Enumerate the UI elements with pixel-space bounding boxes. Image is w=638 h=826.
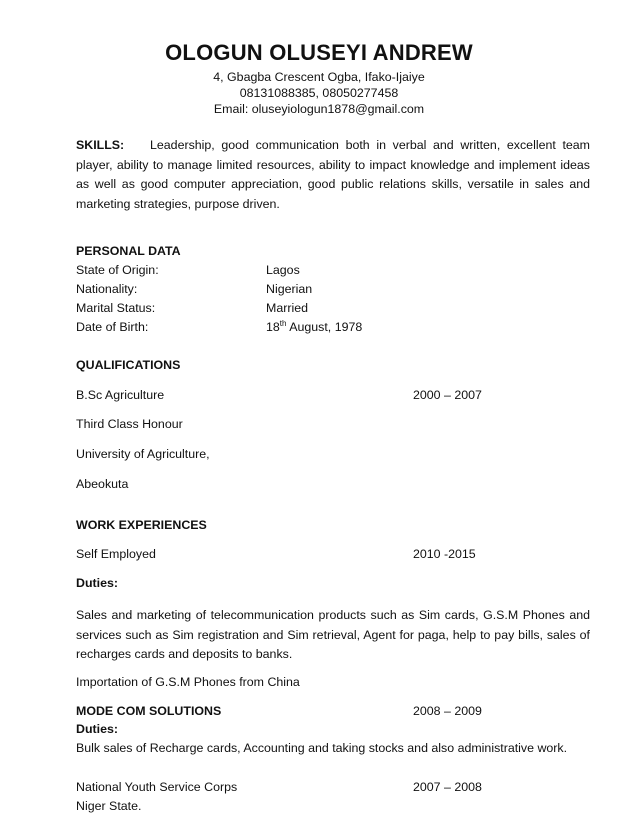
job1-extra: Importation of G.S.M Phones from China <box>76 675 300 689</box>
phone-line: 08131088385, 08050277458 <box>239 86 399 100</box>
state-value: Lagos <box>266 263 300 277</box>
personal-data-heading: PERSONAL DATA <box>76 244 181 258</box>
resume-name: OLOGUN OLUSEYI ANDREW <box>165 40 473 65</box>
dob-label: Date of Birth: <box>76 320 149 334</box>
qualifications-heading: QUALIFICATIONS <box>76 358 181 372</box>
job2-years: 2008 – 2009 <box>413 704 482 718</box>
dob-day: 18 <box>266 320 280 334</box>
dob-value <box>266 320 362 334</box>
job1-duties: Sales and marketing of telecommunication products such as Sim cards, G.S.M Phones and services such as Sim registration and Sim retrieval, Agent for paga, help to pay bills, sales of recharges cards and deposits to banks. <box>76 608 590 661</box>
job1-duties-label: Duties: <box>76 576 118 590</box>
nationality-value: Nigerian <box>266 282 313 296</box>
skills-text: Leadership, good communication both in verbal and written, excellent team player, ability to manage limited resources, ability to impact knowledge and implement ideas as well as good computer appreciation, good public relations skills, versatile in sales and marketing strategies, purpose driven. <box>76 138 590 211</box>
dob-month-year: August, 1978 <box>286 320 363 334</box>
job2-duties-label: Duties: <box>76 722 118 736</box>
skills-section <box>76 136 590 214</box>
institution: University of Agriculture, <box>76 447 210 461</box>
institution-city: Abeokuta <box>76 477 129 491</box>
job1-years: 2010 -2015 <box>413 547 476 561</box>
work-heading: WORK EXPERIENCES <box>76 518 207 532</box>
nationality-label: Nationality: <box>76 282 138 296</box>
email-line: Email: oluseyiologun1878@gmail.com <box>213 102 425 116</box>
state-label: State of Origin: <box>76 263 159 277</box>
degree: B.Sc Agriculture <box>76 388 165 402</box>
marital-value: Married <box>266 301 308 315</box>
dob-suffix: th <box>279 318 287 328</box>
degree-class: Third Class Honour <box>76 417 183 431</box>
job3-location: Niger State. <box>76 799 142 813</box>
job3-years: 2007 – 2008 <box>413 780 482 794</box>
job1-title: Self Employed <box>76 547 156 561</box>
job2-title: MODE COM SOLUTIONS <box>76 704 222 718</box>
skills-label: SKILLS: <box>76 138 125 152</box>
address-line: 4, Gbagba Crescent Ogba, Ifako-Ijaiye <box>213 70 425 84</box>
degree-years: 2000 – 2007 <box>413 388 482 402</box>
marital-label: Marital Status: <box>76 301 156 315</box>
job3-title: National Youth Service Corps <box>76 780 238 794</box>
job2-duties: Bulk sales of Recharge cards, Accounting and taking stocks and also administrative work. <box>76 741 568 755</box>
